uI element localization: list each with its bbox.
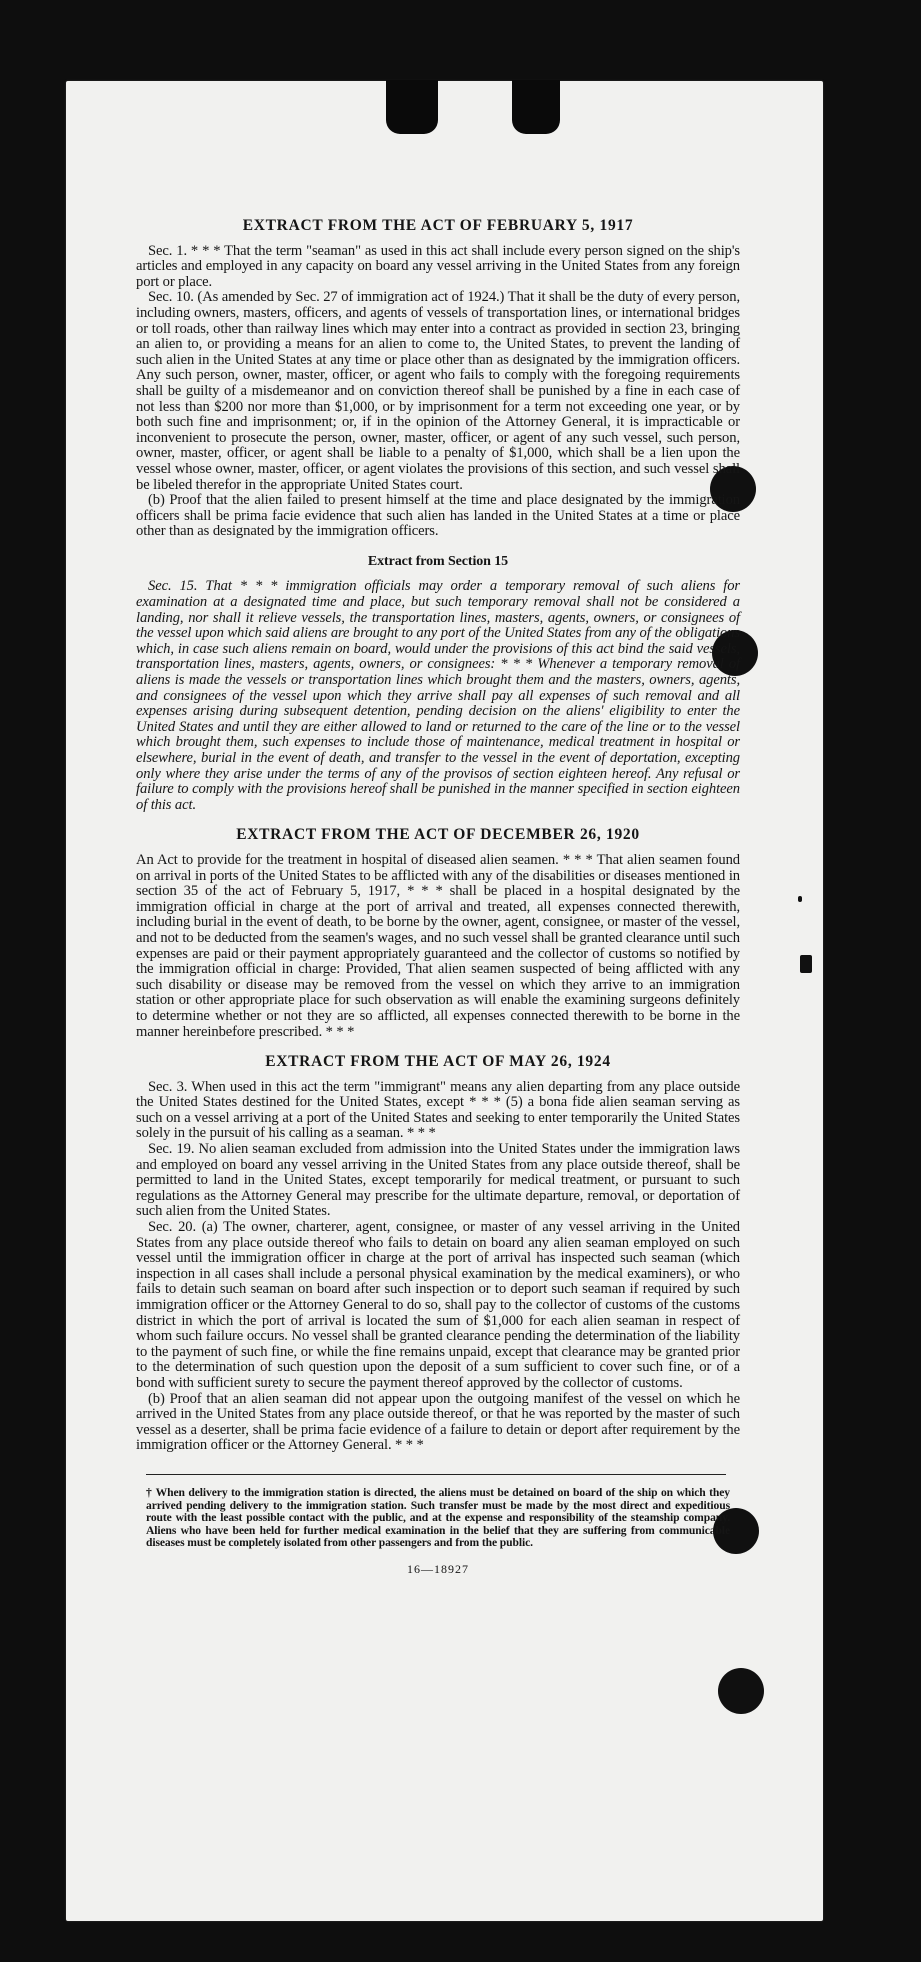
- footnote-divider: [146, 1474, 726, 1475]
- paragraph: Sec. 1. * * * That the term "seaman" as used in this act shall include every person signed on the ship's articles and employed in any capacity on board any vessel arriving in the United States from any foreign port or place.: [136, 242, 740, 290]
- section-act-1924: [136, 1054, 740, 1454]
- section-heading: EXTRACT FROM THE ACT OF DECEMBER 26, 1920: [236, 826, 640, 844]
- section-heading: Extract from Section 15: [367, 553, 509, 569]
- scan-speck: [798, 896, 802, 902]
- punch-hole: [718, 1668, 764, 1714]
- section-heading: EXTRACT FROM THE ACT OF FEBRUARY 5, 1917: [242, 217, 634, 234]
- paragraph: Sec. 19. No alien seaman excluded from admission into the United States under the immigration laws and employed on board any vessel arriving in the United States from any place outside thereof, shall be permitted to land in the United States, except temporarily for medical treatment, or pursuant to such regulations as the Attorney General may prescribe for the ultimate departure, removal, or deportation of such alien from the United States.: [136, 1141, 740, 1220]
- scan-speck: [800, 955, 812, 973]
- paragraph: (b) Proof that the alien failed to present himself at the time and place designated by the immigration officers shall be prima facie evidence that such alien has landed in the United States at a time or place other than as designated by the immigration officers.: [136, 492, 740, 540]
- binder-clip-right: [512, 80, 560, 134]
- form-number: 16—18927: [407, 1561, 469, 1576]
- section-act-1917: [136, 218, 740, 540]
- section-heading: EXTRACT FROM THE ACT OF MAY 26, 1924: [265, 1053, 611, 1071]
- paragraph: An Act to provide for the treatment in hospital of diseased alien seamen. * * * That alien seamen found on arrival in ports of the United States to be afflicted with any of the disabilities or diseases mentioned in section 35 of the act of February 5, 1917, * * * shall be placed in a hospital designated by the immigration official in charge at the port of arrival and treated, all expenses connected therewith, including burial in the event of death, to be borne by the owner, agent, consignee, or master of the vessel, and not to be deducted from the seamen's wages, and no such vessel shall be granted clearance until such expenses are paid or their payment appropriately guaranteed and the collector of customs so notified by the immigration official in charge: Provided, That alien seamen suspected of being afflicted with any such disability or disease may be removed from the vessel on which they arrive to an immigration station or other appropriate place for such observation as will enable the examining surgeons definitely to determine whether or not they are so afflicted, all expenses connected therewith to be borne in the manner hereinbefore prescribed. * * *: [136, 851, 740, 1040]
- footnote: † When delivery to the immigration station is directed, the aliens must be detained on board of the ship on which they arrived pending delivery to the immigration station. Such transfer must be made by the most direct and expeditious route with the least possible contact with the public, and at the expense and responsibility of the steamship company. Aliens who have been held for further medical examination in the belief that they are suffering from communicable diseases must be completely isolated from other passengers and from the public.: [146, 1485, 730, 1550]
- section-extract-15: [136, 554, 740, 814]
- paragraph: Sec. 20. (a) The owner, charterer, agent, consignee, or master of any vessel arriving in the United States from any place outside thereof who fails to detain on board any alien seaman employed on such vessel until the immigration officer in charge at the port of arrival has inspected such seaman (which inspection in all cases shall include a personal physical examination by the medical examiners), or who fails to detain such seaman on board after such inspection or to deport such seaman if required by such immigration officer or the Attorney General to do so, shall pay to the collector of customs of the customs district in which the port of arrival is located the sum of $1,000 for each alien seaman in respect of whom such failure occurs. No vessel shall be granted clearance pending the determination of the liability to the payment of such fine, or while the fine remains unpaid, except that clearance may be granted prior to the determination of such question upon the deposit of a sum sufficient to cover such fine, or of a bond with sufficient surety to secure the payment thereof approved by the collector of customs.: [136, 1219, 740, 1391]
- section-act-1920: [136, 827, 740, 1040]
- paragraph: Sec. 10. (As amended by Sec. 27 of immigration act of 1924.) That it shall be the duty of every person, including owners, masters, officers, and agents of vessels of transportation lines, or international bridges or toll roads, other than railway lines which may enter into a contract as provided in section 23, bringing an alien to, or providing a means for an alien to come to, the United States, to prevent the landing of such alien in the United States at any time or place other than as designated by the immigration officers. Any such person, owner, master, officer, or agent who fails to comply with the foregoing requirements shall be guilty of a misdemeanor and on conviction thereof shall be punished by a fine in each case of not less than $200 nor more than $1,000, or by imprisonment for a term not exceeding one year, or by both such fine and imprisonment; or, if in the opinion of the Attorney General, it is impracticable or inconvenient to prosecute the person, owner, master, officer, or agent of any such vessel, such person, owner, master, officer, or agent shall be liable to a penalty of $1,000, which shall be a lien upon the vessel whose owner, master, officer, or agent violates the provisions of this section, and such vessel shall be libeled therefor in the appropriate United States court.: [136, 289, 740, 493]
- paragraph: Sec. 3. When used in this act the term "immigrant" means any alien departing from any place outside the United States destined for the United States, except * * * (5) a bona fide alien seaman serving as such on a vessel arriving at a port of the United States and seeking to enter temporarily the United States solely in the pursuit of his calling as a seaman. * * *: [136, 1078, 740, 1142]
- paragraph: Sec. 15. That * * * immigration officials may order a temporary removal of such aliens for examination at a designated time and place, but such temporary removal shall not be considered a landing, nor shall it relieve vessels, the transportation lines, masters, agents, owners, or consignees of the vessel upon which said aliens are brought to any port of the United States from any of the obligations which, in case such aliens remain on board, would under the provisions of this act bind the said vessels, transportation lines, masters, agents, owners, or consignees: * * * Whenever a temporary removal of aliens is made the vessels or transportation lines which brought them and the masters, owners, agents, and consignees of the vessel upon which they arrive shall pay all expenses of such removal and all expenses arising during subsequent detention, pending decision on the aliens' eligibility to enter the United States and until they are either allowed to land or returned to the care of the line or to the vessel which brought them, such expenses to include those of maintenance, medical treatment in hospital or elsewhere, burial in the event of death, and transfer to the vessel in the event of deportation, excepting only where they arise under the terms of any of the provisos of section eighteen hereof. Any refusal or failure to comply with the provisions hereof shall be punished in the manner specified in section eighteen of this act.: [136, 578, 740, 813]
- document-body: [136, 218, 740, 1578]
- binder-clip-left: [386, 80, 438, 134]
- paragraph: (b) Proof that an alien seaman did not appear upon the outgoing manifest of the vessel on which he arrived in the United States from any place outside thereof, or that he was reported by the master of such vessel as a deserter, shall be prima facie evidence of a failure to detain or deport after requirement by the immigration officer or the Attorney General. * * *: [136, 1390, 740, 1454]
